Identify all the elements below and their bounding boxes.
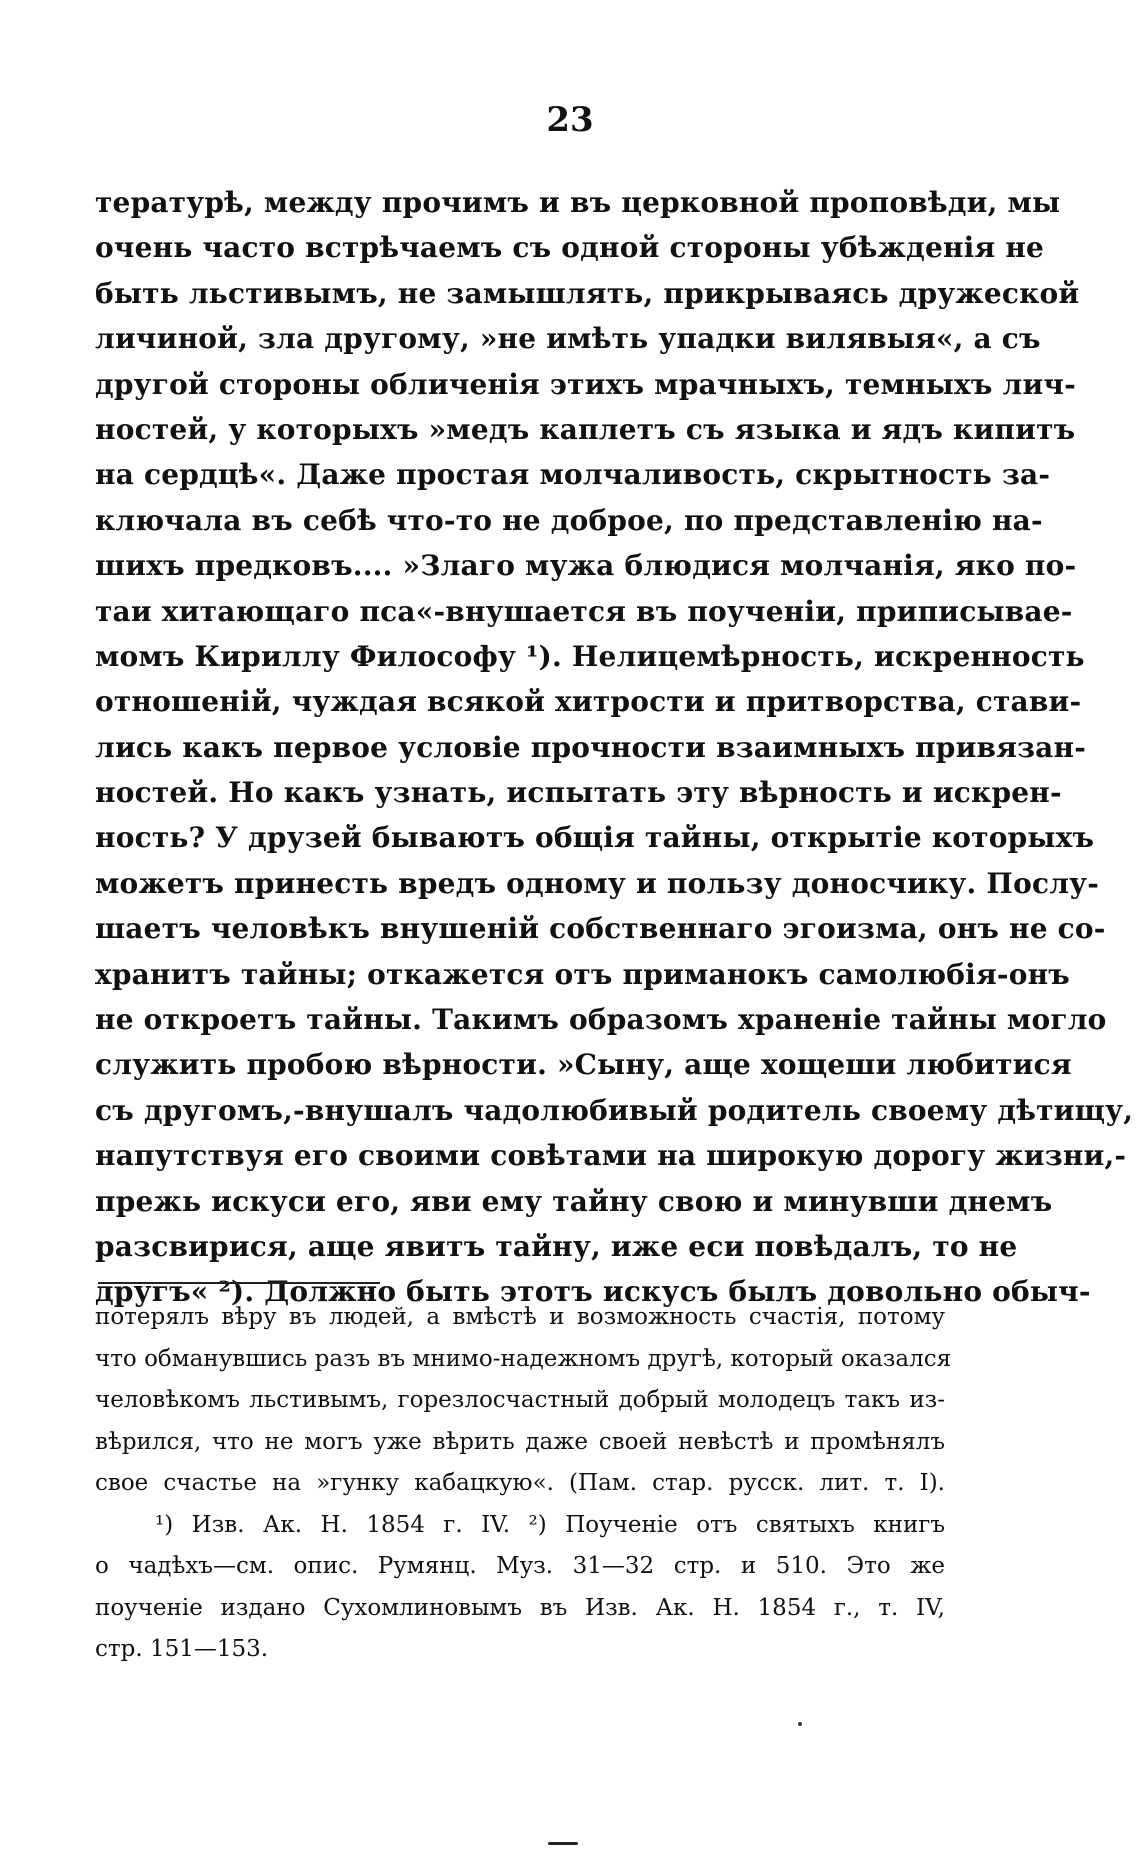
footnote-line: о чадѣхъ—см. опис. Румянц. Муз. 31—32 стр. и 510. Это же bbox=[95, 1553, 945, 1579]
text-line: шаетъ человѣкъ внушеній собственнаго эгоизма, онъ не со- bbox=[95, 912, 1106, 946]
text-line: разсвирися, аще явитъ тайну, иже еси повѣдалъ, то не bbox=[95, 1229, 1018, 1263]
page-number: 23 bbox=[546, 100, 594, 140]
text-line: напутствуя его своими совѣтами на широкую дорогу жизни,- bbox=[95, 1139, 1127, 1173]
footnote-line: вѣрился, что не могъ уже вѣрить даже своей невѣстѣ и промѣнялъ bbox=[95, 1428, 945, 1455]
footnote-line: свое счастье на »гунку кабацкую«. (Пам. стар. русск. лит. т. I). bbox=[95, 1470, 945, 1496]
text-line: ностей, у которыхъ »медъ каплетъ съ языка и ядъ кипитъ bbox=[95, 412, 1076, 446]
text-line: служить пробою вѣрности. »Сыну, аще хощеши любитися bbox=[95, 1048, 1072, 1082]
text-line: можетъ принесть вредъ одному и пользу доносчику. Послу- bbox=[95, 866, 1100, 900]
footnote-line: потерялъ вѣру въ людей, а вмѣстѣ и возможность счастія, потому bbox=[95, 1304, 945, 1330]
text-line: на сердцѣ«. Даже простая молчаливость, скрытность за- bbox=[95, 458, 1051, 492]
text-line: очень часто встрѣчаемъ съ одной стороны убѣжденія не bbox=[95, 231, 1045, 265]
text-line: шихъ предковъ.... »Злаго мужа блюдися молчанія, яко по- bbox=[95, 549, 1077, 583]
text-line: прежь искуси его, яви ему тайну свою и минувши днемъ bbox=[95, 1184, 1053, 1218]
print-speck bbox=[798, 1722, 802, 1726]
text-line: тературѣ, между прочимъ и въ церковной проповѣди, мы bbox=[95, 186, 1061, 219]
main-text bbox=[95, 180, 1134, 1315]
text-line: ключала въ себѣ что-то не доброе, по представленію на- bbox=[95, 503, 1043, 537]
footnote-separator bbox=[98, 1282, 380, 1284]
text-line: таи хитающаго пса«-внушается въ поученіи, приписывае- bbox=[95, 594, 1073, 628]
footnote-line: что обманувшись разъ въ мнимо-надежномъ другѣ, который оказался bbox=[95, 1345, 952, 1372]
footnote-line: поученіе издано Сухомлиновымъ въ Изв. Ак. Н. 1854 г., т. IV, bbox=[95, 1594, 945, 1621]
footnotes bbox=[95, 1297, 952, 1671]
footnote-line: человѣкомъ льстивымъ, горезлосчастный добрый молодецъ такъ из- bbox=[95, 1387, 945, 1413]
text-line: съ другомъ,-внушалъ чадолюбивый родитель своему дѣтищу, bbox=[95, 1093, 1134, 1127]
text-line: момъ Кириллу Философу ¹). Нелицемѣрность, искренность bbox=[95, 639, 1085, 673]
footnote-line: стр. 151—153. bbox=[95, 1636, 269, 1662]
text-line: ность? У друзей бываютъ общія тайны, открытіе которыхъ bbox=[95, 821, 1095, 855]
text-line: не откроетъ тайны. Такимъ образомъ храненіе тайны могло bbox=[95, 1003, 1107, 1037]
text-line: отношеній, чуждая всякой хитрости и притворства, стави- bbox=[95, 685, 1082, 719]
footnote-line: ¹) Изв. Ак. Н. 1854 г. IV. ²) Поученіе отъ святыхъ книгъ bbox=[155, 1511, 945, 1538]
text-line: быть льстивымъ, не замышлять, прикрываясь дружеской bbox=[95, 276, 1080, 310]
text-line: лись какъ первое условіе прочности взаимныхъ привязан- bbox=[95, 730, 1087, 764]
text-line: другой стороны обличенія этихъ мрачныхъ, темныхъ лич- bbox=[95, 367, 1076, 401]
print-mark bbox=[548, 1842, 578, 1845]
text-line: хранитъ тайны; откажется отъ приманокъ самолюбія-онъ bbox=[95, 957, 1070, 991]
text-line: другъ« ²). Должно быть этотъ искусъ былъ довольно обыч- bbox=[95, 1275, 1091, 1309]
text-line: личиной, зла другому, »не имѣть упадки вилявыя«, а съ bbox=[95, 322, 1041, 356]
text-line: ностей. Но какъ узнать, испытать эту вѣрность и искрен- bbox=[95, 776, 1062, 810]
